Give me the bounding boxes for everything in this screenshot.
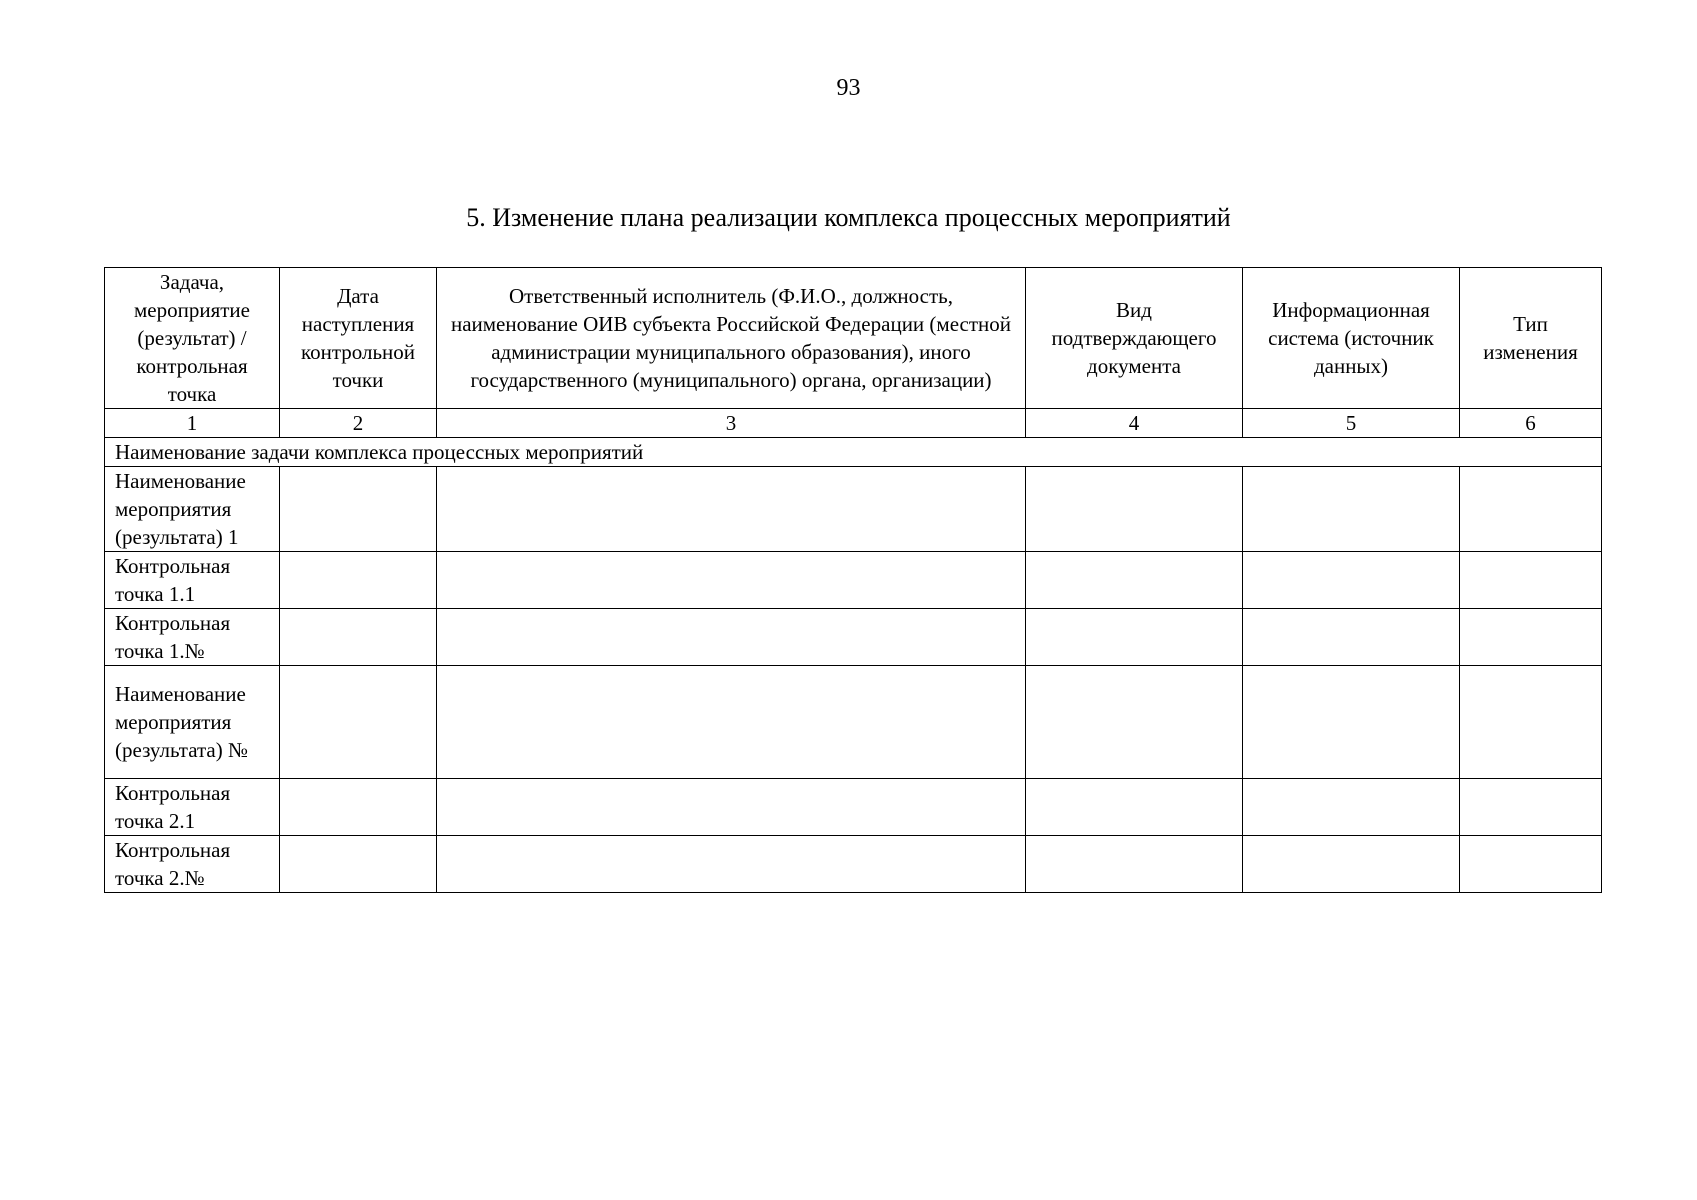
row-label: Контрольная точка 1.1: [105, 552, 280, 609]
column-number: 3: [437, 409, 1026, 438]
change-plan-table: [104, 267, 1602, 893]
column-number: 5: [1243, 409, 1460, 438]
section-title: 5. Изменение плана реализации комплекса процессных мероприятий: [466, 203, 1231, 232]
table-cell: [280, 467, 437, 552]
column-number: 1: [105, 409, 280, 438]
header-change-type: Тип изменения: [1460, 268, 1602, 409]
table-cell: [1243, 609, 1460, 666]
table-row: [105, 779, 1602, 836]
page-number: 93: [836, 75, 861, 101]
column-number: 4: [1026, 409, 1243, 438]
table-cell: [437, 666, 1026, 779]
row-label: Контрольная точка 2.1: [105, 779, 280, 836]
header-row: [105, 268, 1602, 409]
table-cell: [1026, 609, 1243, 666]
row-label: Контрольная точка 2.№: [105, 836, 280, 893]
table-cell: [1243, 779, 1460, 836]
table-cell: [280, 779, 437, 836]
table-cell: [280, 609, 437, 666]
table-cell: [1460, 552, 1602, 609]
header-responsible: Ответственный исполнитель (Ф.И.О., должность, наименование ОИВ субъекта Российской Федерации (местной администрации муниципального образования), иного государственного (муниципального) органа, организации): [437, 268, 1026, 409]
column-number-row: [105, 409, 1602, 438]
table-cell: [280, 666, 437, 779]
table-cell: [1460, 666, 1602, 779]
task-group-row: [105, 438, 1602, 467]
table-row: [105, 467, 1602, 552]
table-cell: [437, 779, 1026, 836]
table-cell: [1460, 836, 1602, 893]
header-info-system: Информационная система (источник данных): [1243, 268, 1460, 409]
table-cell: [1243, 836, 1460, 893]
table-cell: [437, 609, 1026, 666]
header-task: Задача, мероприятие (результат) / контрольная точка: [105, 268, 280, 409]
table-cell: [1026, 666, 1243, 779]
row-label: Наименование мероприятия (результата) 1: [105, 467, 280, 552]
table-cell: [437, 836, 1026, 893]
header-document-type: Вид подтверждающего документа: [1026, 268, 1243, 409]
table-cell: [1243, 467, 1460, 552]
row-label: Контрольная точка 1.№: [105, 609, 280, 666]
header-date: Дата наступления контрольной точки: [280, 268, 437, 409]
table-cell: [437, 552, 1026, 609]
table-cell: [1026, 552, 1243, 609]
table-row: [105, 836, 1602, 893]
column-number: 2: [280, 409, 437, 438]
table-cell: [1460, 467, 1602, 552]
table-cell: [437, 467, 1026, 552]
table-cell: [1243, 552, 1460, 609]
table-row: [105, 609, 1602, 666]
table-cell: [1026, 779, 1243, 836]
table-cell: [1026, 836, 1243, 893]
table-cell: [1460, 779, 1602, 836]
table-row: [105, 666, 1602, 779]
table-cell: [280, 836, 437, 893]
column-number: 6: [1460, 409, 1602, 438]
table-cell: [1243, 666, 1460, 779]
table-cell: [1026, 467, 1243, 552]
table-cell: [280, 552, 437, 609]
task-group-label: Наименование задачи комплекса процессных мероприятий: [105, 438, 1602, 467]
table-row: [105, 552, 1602, 609]
table-cell: [1460, 609, 1602, 666]
row-label: Наименование мероприятия (результата) №: [105, 666, 280, 779]
